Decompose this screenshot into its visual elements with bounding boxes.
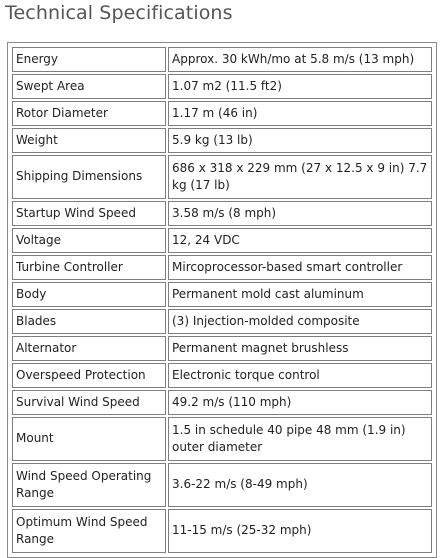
spec-value: 1.5 in schedule 40 pipe 48 mm (1.9 in) outer diameter [168, 417, 432, 461]
spec-value: Approx. 30 kWh/mo at 5.8 m/s (13 mph) [168, 47, 432, 72]
spec-label: Body [12, 282, 166, 307]
table-row [12, 390, 432, 415]
spec-label: Alternator [12, 336, 166, 361]
page-title: Technical Specifications [5, 2, 233, 24]
table-row [12, 47, 432, 72]
spec-label: Overspeed Protection [12, 363, 166, 388]
table-row [12, 155, 432, 199]
spec-value: 49.2 m/s (110 mph) [168, 390, 432, 415]
spec-value: 1.17 m (46 in) [168, 101, 432, 126]
spec-value: (3) Injection-molded composite [168, 309, 432, 334]
spec-label: Weight [12, 128, 166, 153]
spec-value: 12, 24 VDC [168, 228, 432, 253]
table-row [12, 336, 432, 361]
spec-label: Blades [12, 309, 166, 334]
spec-value: Mircoprocessor-based smart controller [168, 255, 432, 280]
spec-label: Rotor Diameter [12, 101, 166, 126]
spec-value: 3.58 m/s (8 mph) [168, 201, 432, 226]
table-row [12, 363, 432, 388]
spec-value: Electronic torque control [168, 363, 432, 388]
table-row [12, 201, 432, 226]
spec-label: Mount [12, 417, 166, 461]
spec-label: Shipping Dimensions [12, 155, 166, 199]
spec-label: Startup Wind Speed [12, 201, 166, 226]
spec-value: 1.07 m2 (11.5 ft2) [168, 74, 432, 99]
spec-label: Energy [12, 47, 166, 72]
spec-label: Optimum Wind Speed Range [12, 509, 166, 553]
table-row [12, 417, 432, 461]
table-row [12, 282, 432, 307]
table-row [12, 101, 432, 126]
spec-label: Voltage [12, 228, 166, 253]
specs-table [10, 45, 434, 555]
spec-value: 5.9 kg (13 lb) [168, 128, 432, 153]
table-row [12, 228, 432, 253]
specs-table-frame [7, 42, 437, 558]
table-row [12, 255, 432, 280]
spec-value: Permanent mold cast aluminum [168, 282, 432, 307]
spec-label: Swept Area [12, 74, 166, 99]
table-row [12, 463, 432, 507]
table-row [12, 309, 432, 334]
spec-value: 3.6-22 m/s (8-49 mph) [168, 463, 432, 507]
spec-label: Survival Wind Speed [12, 390, 166, 415]
spec-value: 11-15 m/s (25-32 mph) [168, 509, 432, 553]
table-row [12, 509, 432, 553]
table-row [12, 74, 432, 99]
spec-label: Turbine Controller [12, 255, 166, 280]
table-row [12, 128, 432, 153]
spec-value: Permanent magnet brushless [168, 336, 432, 361]
spec-label: Wind Speed Operating Range [12, 463, 166, 507]
spec-value: 686 x 318 x 229 mm (27 x 12.5 x 9 in) 7.7 kg (17 lb) [168, 155, 432, 199]
